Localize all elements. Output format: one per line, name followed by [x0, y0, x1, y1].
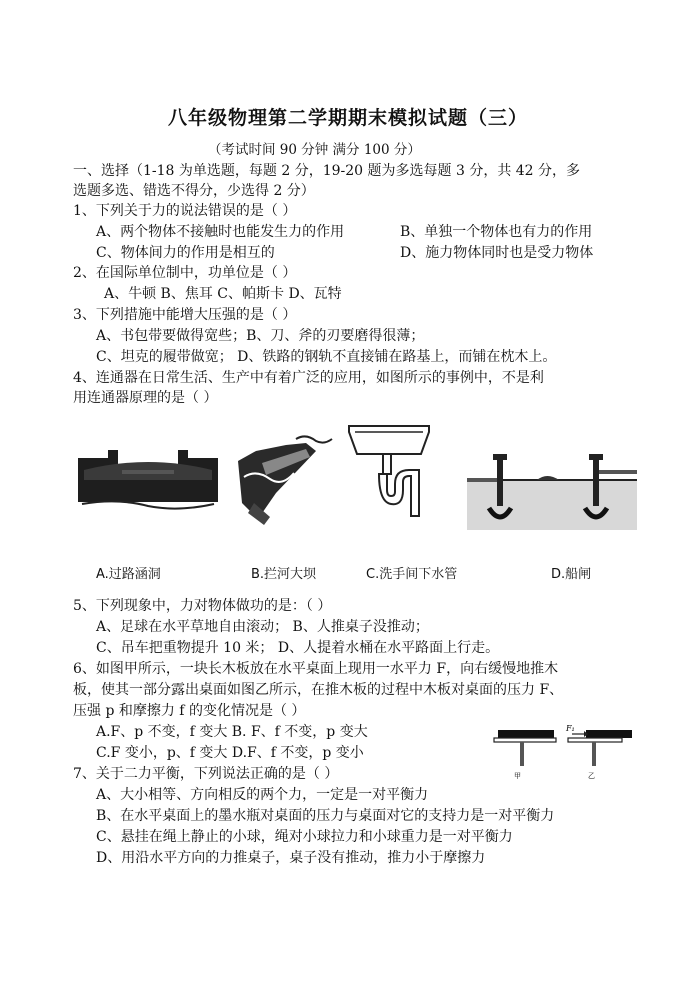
- section-instructions-line1: 一、选择（1-18 为单选题，每题 2 分，19-20 题为多选每题 3 分，共 42 分，多: [73, 163, 581, 179]
- q3-options-cd: C、坦克的履带做宽； D、铁路的钢轨不直接铺在路基上，而铺在枕木上。: [96, 349, 557, 365]
- figure-yi: [565, 724, 632, 766]
- figure-caption-a: A.过路涵洞: [96, 567, 161, 582]
- dam-figure: [236, 433, 341, 528]
- board-table-figure: [492, 722, 636, 784]
- q7-option-d: D、用沿水平方向的力推桌子，桌子没有推动，推力小于摩擦力: [96, 850, 486, 866]
- q5-options-ab: A、足球在水平草地自由滚动； B、人推桌子没推动；: [96, 619, 429, 635]
- q6-stem-line1: 6、如图甲所示，一块长木板放在水平桌面上现用一水平力 F，向右缓慢地推木: [73, 661, 559, 677]
- q7-option-a: A、大小相等、方向相反的两个力，一定是一对平衡力: [96, 787, 429, 803]
- q1-option-a: A、两个物体不接触时也能发生力的作用: [96, 224, 345, 240]
- q2-stem: 2、在国际单位制中，功单位是（ ）: [73, 265, 297, 281]
- force-label: F₁: [566, 724, 575, 733]
- figure-label-yi: 乙: [588, 772, 595, 780]
- q6-stem-line2: 板，使其一部分露出桌面如图乙所示，在推木板的过程中木板对桌面的压力 F、: [73, 682, 564, 698]
- figure-label-jia: 甲: [514, 772, 521, 780]
- q7-option-b: B、在水平桌面上的墨水瓶对桌面的压力与桌面对它的支持力是一对平衡力: [96, 808, 555, 824]
- q7-stem: 7、关于二力平衡，下列说法正确的是（ ）: [73, 766, 339, 782]
- q2-options: A、牛顿 B、焦耳 C、帕斯卡 D、瓦特: [104, 286, 342, 302]
- figure-caption-b: B.拦河大坝: [251, 567, 317, 582]
- q4-stem-line2: 用连通器原理的是（ ）: [73, 390, 218, 406]
- ship-lock-figure: [467, 450, 637, 530]
- q1-stem: 1、下列关于力的说法错误的是（ ）: [73, 203, 297, 219]
- q1-option-c: C、物体间力的作用是相互的: [96, 245, 275, 261]
- section-instructions-line2: 选题多选、错选不得分，少选得 2 分）: [73, 183, 315, 199]
- q6-options-ab: A.F、p 不变，f 变大 B. F、f 不变，p 变大: [96, 724, 368, 740]
- figure-jia: [494, 730, 556, 766]
- q5-stem: 5、下列现象中，力对物体做功的是：（ ）: [73, 598, 332, 614]
- q3-stem: 3、下列措施中能增大压强的是（ ）: [73, 307, 297, 323]
- figure-caption-d: D.船闸: [551, 567, 592, 582]
- q5-options-cd: C、吊车把重物提升 10 米； D、人提着水桶在水平路面上行走。: [96, 640, 500, 656]
- q1-option-d: D、施力物体同时也是受力物体: [400, 245, 594, 261]
- q6-stem-line3: 压强 p 和摩擦力 f 的变化情况是（ ）: [73, 703, 306, 719]
- figure-caption-c: C.洗手间下水管: [366, 567, 458, 582]
- exam-info: （考试时间 90 分钟 满分 100 分）: [208, 142, 421, 158]
- q7-option-c: C、悬挂在绳上静止的小球，绳对小球拉力和小球重力是一对平衡力: [96, 829, 513, 845]
- culvert-figure: [78, 440, 218, 520]
- q1-option-b: B、单独一个物体也有力的作用: [400, 224, 593, 240]
- q3-options-ab: A、书包带要做得宽些；B、刀、斧的刃要磨得很薄；: [96, 328, 425, 344]
- q6-options-cd: C.F 变小，p、f 变大 D.F、f 不变，p 变小: [96, 745, 364, 761]
- page-title: 八年级物理第二学期期末模拟试题（三）: [167, 107, 528, 129]
- sink-drain-figure: [345, 420, 435, 520]
- q4-stem-line1: 4、连通器在日常生活、生产中有着广泛的应用，如图所示的事例中，不是利: [73, 370, 544, 386]
